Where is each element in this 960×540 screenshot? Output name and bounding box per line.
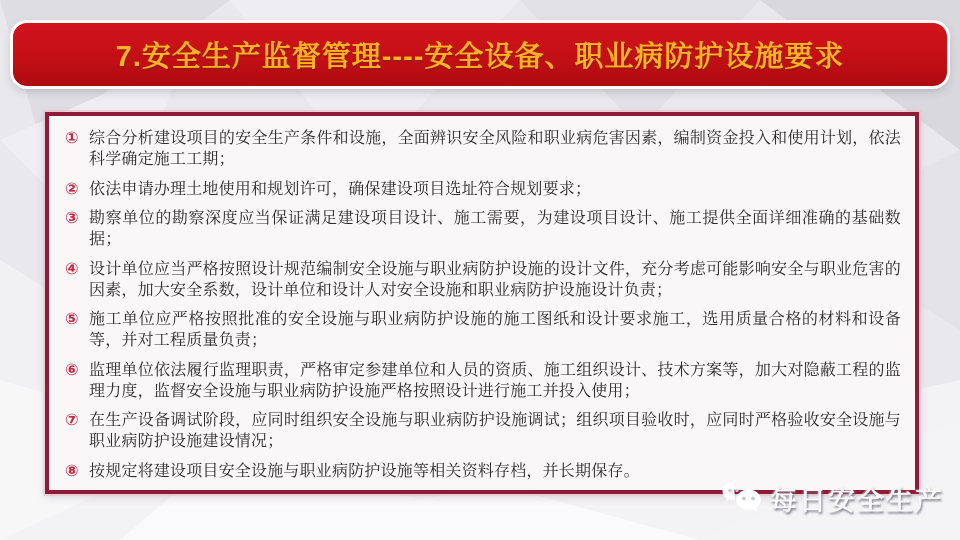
item-number: ① [65, 130, 79, 147]
item-number: ⑧ [65, 462, 79, 480]
list-item [65, 309, 901, 351]
list-item [65, 208, 901, 250]
item-text: 监理单位依法履行监理职责，严格审定参建单位和人员的资质、施工组织设计、技术方案等，加大对隐蔽工程的监理力度，监督安全设施与职业病防护设施严格按照设计进行施工并投入使用； [89, 361, 901, 400]
watermark [720, 479, 944, 518]
item-text: 综合分析建设项目的安全生产条件和设施，全面辨识安全风险和职业病危害因素，编制资金投入和使用计划，依法科学确定施工工期； [89, 130, 901, 168]
content-box [45, 112, 919, 494]
item-text: 按规定将建设项目安全设施与职业病防护设施等相关资料存档，并长期保存。 [89, 462, 640, 480]
item-text: 在生产设备调试阶段，应同时组织安全设施与职业病防护设施调试；组织项目验收时，应同时严格验收安全设施与职业病防护设施建设情况； [89, 412, 901, 451]
item-text: 勘察单位的勘察深度应当保证满足建设项目设计、施工需要，为建设项目设计、施工提供全面详细准确的基础数据； [89, 210, 901, 249]
list-item [65, 360, 901, 402]
item-number: ② [65, 180, 79, 198]
list-item [65, 259, 901, 301]
item-number: ④ [65, 260, 79, 278]
list-item [65, 128, 901, 170]
wechat-icon [720, 480, 764, 518]
slide-title: 7.安全生产监督管理----安全设备、职业病防护设施要求 [115, 41, 845, 73]
title-banner [13, 23, 947, 86]
list-item [65, 410, 901, 452]
item-number: ⑤ [65, 311, 79, 329]
item-number: ⑥ [65, 361, 79, 379]
watermark-label: 每日安全生产 [770, 486, 944, 516]
item-text: 设计单位应当严格按照设计规范编制安全设施与职业病防护设施的设计文件，充分考虑可能影响安全与职业危害的因素，加大安全系数，设计单位和设计人对安全设施和职业病防护设施设计负责； [89, 260, 901, 299]
item-number: ⑦ [65, 412, 79, 430]
item-text: 依法申请办理土地使用和规划许可，确保建设项目选址符合规划要求； [89, 180, 592, 198]
list-item [65, 179, 901, 200]
item-number: ③ [65, 210, 79, 228]
item-text: 施工单位应严格按照批准的安全设施与职业病防护设施的施工图纸和设计要求施工，选用质量合格的材料和设备等，并对工程质量负责； [89, 311, 901, 350]
